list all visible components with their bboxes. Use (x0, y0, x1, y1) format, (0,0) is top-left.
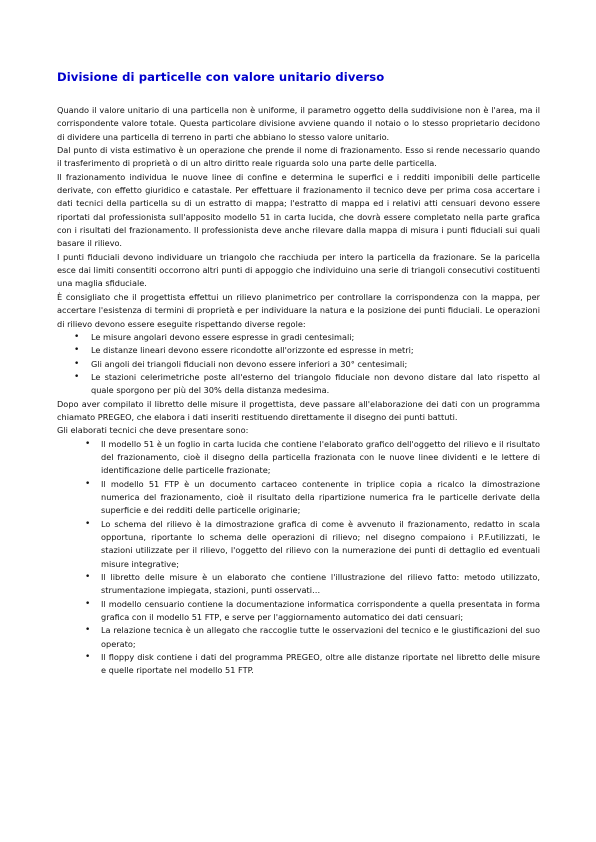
list-item: • Il modello censuario contiene la documentazione informatica corrispondente a quella presentata in forma grafica con il modello 51 FTP, e serve per l'aggiornamento automatico dei dati censuari; (57, 598, 540, 625)
list-item: • Le stazioni celerimetriche poste all'esterno del triangolo fiduciale non devono distare dal lato rispetto al quale sporgono per più del 30% della distanza medesima. (57, 371, 540, 398)
list-item: • Le misure angolari devono essere espresse in gradi centesimali; (57, 331, 540, 344)
list-item: • Le distanze lineari devono essere ricondotte all'orizzonte ed espresse in metri; (57, 344, 540, 357)
paragraph-valore-unitario: Quando il valore unitario di una particella non è uniforme, il parametro oggetto della suddivisione non è l'area, ma il corrispondente valore totale. Questa particolare divisione avviene quando il notaio o lo stesso proprietario decidono di dividere una particella di terreno in parti che abbiano lo stesso valore unitario. (57, 105, 540, 142)
list-item: • Il libretto delle misure è un elaborato che contiene l'illustrazione del rilievo fatto: metodo utilizzato, strumentazione impiegata, stazioni, punti osservati… (57, 571, 540, 598)
list-item: • Il floppy disk contiene i dati del programma PREGEO, oltre alle distanze riportate nel libretto delle misure e quelle riportate nel modello 51 FTP. (57, 651, 540, 678)
paragraph-rilievo-planimetrico: È consigliato che il progettista effettui un rilievo planimetrico per controllare la corrispondenza con la mappa, per accertare l'esistenza di termini di proprietà e per individuare la natura e la posizione dei punti fiduciali. Le operazioni di rilievo devono essere eseguite rispettando diverse regole: (57, 291, 540, 329)
page-title: Divisione di particelle con valore unitario diverso (57, 70, 385, 84)
list-item: • La relazione tecnica è un allegato che raccoglie tutte le osservazioni del tecnico e le giustificazioni del suo operato; (57, 624, 540, 651)
list-item: • Lo schema del rilievo è la dimostrazione grafica di come è avvenuto il frazionamento, redatto in scala opportuna, riportante lo schema delle operazioni di rilievo; nel disegno compaiono i P.F.utilizzati, le stazioni utilizzate per il rilievo, l'oggetto del rilievo con la numerazione dei punti di dettaglio ed eventuali misure integrative; (57, 518, 540, 571)
document-body (57, 104, 540, 678)
elaborati-list (57, 438, 540, 678)
paragraph-pregeo: Dopo aver compilato il libretto delle misure il progettista, deve passare all'elaborazione dei dati con un programma chiamato PREGEO, che elabora i dati inseriti restituendo direttamente il disegno dei punti battuti. (57, 398, 540, 422)
paragraph-punti-fiduciali: I punti fiduciali devono individuare un triangolo che racchiuda per intero la particella da frazionare. Se la paricella esce dai limiti consentiti occorrono altri punti di appoggio che individuino una serie di triangoli consecutivi costituenti una maglia sfiduciale. (57, 251, 540, 289)
paragraph-frazionamento-definizione: Dal punto di vista estimativo è un operazione che prende il nome di frazionamento. Esso si rende necessario quando il trasferimento di proprietà o di un altro diritto reale riguarda solo una parte delle particella. (57, 145, 540, 169)
paragraph-frazionamento-procedura: Il frazionamento individua le nuove linee di confine e determina le superfici e i redditi imponibili delle particelle derivate, con effetto giuridico e catastale. Per effettuare il frazionamento il tecnico deve per prima cosa accertare i dati tecnici della particella su di un estratto di mappa; l'estratto di mappa ed i relativi atti censuari devono essere riportati dal professionista sull'apposito modello 51 in carta lucida, che dovrà essere completato nella parte grafica con i risultati del frazionamento. Il professionista deve anche rilevare dalla mappa di misura i punti fiduciali sui quali basare il rilievo. (57, 171, 540, 249)
list-item: • Il modello 51 FTP è un documento cartaceo contenente in triplice copia a ricalco la dimostrazione numerica del frazionamento, cioè il risultato della ripartizione numerica fra le particelle derivate della superficie e dei redditi delle particelle originarie; (57, 478, 540, 518)
list-item: • Gli angoli dei triangoli fiduciali non devono essere inferiori a 30° centesimali; (57, 358, 540, 371)
list-item: • Il modello 51 è un foglio in carta lucida che contiene l'elaborato grafico dell'oggetto del rilievo e il risultato del frazionamento, cioè il disegno della particella frazionata con le nuove linee dividenti e le lettere di identificazione delle particelle frazionate; (57, 438, 540, 478)
rules-list (57, 331, 540, 398)
paragraph-elaborati: Gli elaborati tecnici che deve presentare sono: (57, 425, 249, 436)
